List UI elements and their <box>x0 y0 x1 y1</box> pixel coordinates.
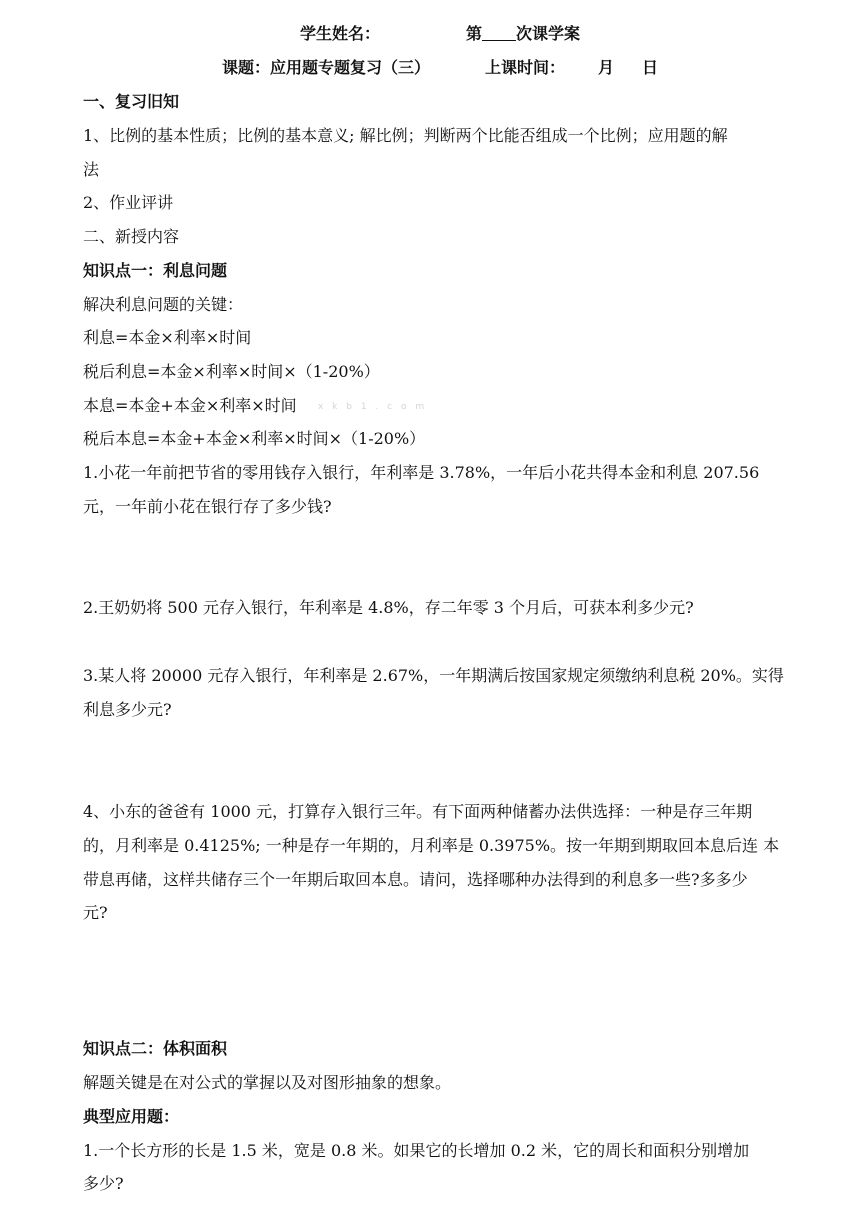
interest-question-1-line-1: 1.小花一年前把节省的零用钱存入银行，年利率是 3.78%，一年后小花共得本金和利息 207.56 <box>83 463 760 482</box>
area-question-1-line-2: 多少? <box>83 1174 124 1193</box>
new-content-heading: 二、新授内容 <box>83 227 180 246</box>
formula-after-tax-total: 税后本息=本金+本金×利率×时间×（1-20%） <box>83 429 426 448</box>
interest-question-4-line-4: 元? <box>83 903 108 922</box>
point1-heading: 知识点一：利息问题 <box>83 261 228 280</box>
formula-after-tax-interest: 税后利息=本金×利率×时间×（1-20%） <box>83 362 380 381</box>
watermark-text: x k b 1 . c o m <box>318 402 428 412</box>
lesson-number <box>466 24 580 44</box>
point2-key: 解题关键是在对公式的掌握以及对图形抽象的想象。 <box>83 1073 452 1092</box>
review-item-1-line-2: 法 <box>83 160 100 179</box>
interest-question-3-line-2: 利息多少元? <box>83 700 172 719</box>
topic-title: 课题：应用题专题复习（三） <box>222 58 431 77</box>
review-heading: 一、复习旧知 <box>83 92 180 111</box>
month-label: 月 <box>598 58 615 77</box>
typical-questions-heading: 典型应用题： <box>83 1107 180 1126</box>
interest-question-1-line-2: 元，一年前小花在银行存了多少钱? <box>83 497 332 516</box>
interest-question-4-line-2: 的，月利率是 0.4125%; 一种是存一年期的，月利率是 0.3975%。按一年期到期取回本息后连 本 <box>83 836 780 855</box>
review-item-2: 2、作业评讲 <box>83 193 174 212</box>
review-item-1-line-1: 1、比例的基本性质；比例的基本意义; 解比例；判断两个比能否组成一个比例；应用题的解 <box>83 126 728 145</box>
interest-question-2: 2.王奶奶将 500 元存入银行，年利率是 4.8%，存二年零 3 个月后，可获本利多少元? <box>83 598 694 617</box>
interest-question-4-line-1: 4、小东的爸爸有 1000 元，打算存入银行三年。有下面两种储蓄办法供选择：一种是存三年期 <box>83 802 753 821</box>
lesson-prefix: 第 <box>466 24 483 43</box>
lesson-suffix: 次课学案 <box>516 24 581 43</box>
interest-question-4-line-3: 带息再储，这样共储存三个一年期后取回本息。请问，选择哪种办法得到的利息多一些?多多少 <box>83 870 748 889</box>
interest-question-3-line-1: 3.某人将 20000 元存入银行，年利率是 2.67%，一年期满后按国家规定须缴纳利息税 20%。实得 <box>83 666 784 685</box>
day-label: 日 <box>642 58 659 77</box>
student-name-label: 学生姓名： <box>300 24 381 43</box>
lesson-number-blank <box>482 26 516 41</box>
formula-principal-plus-interest: 本息=本金+本金×利率×时间 <box>83 396 297 415</box>
point2-heading: 知识点二：体积面积 <box>83 1039 228 1058</box>
class-time-label: 上课时间： <box>485 58 566 77</box>
area-question-1-line-1: 1.一个长方形的长是 1.5 米，宽是 0.8 米。如果它的长增加 0.2 米，它的周长和面积分别增加 <box>83 1141 750 1160</box>
formula-interest: 利息=本金×利率×时间 <box>83 328 252 347</box>
point1-key-intro: 解决利息问题的关键： <box>83 295 244 314</box>
